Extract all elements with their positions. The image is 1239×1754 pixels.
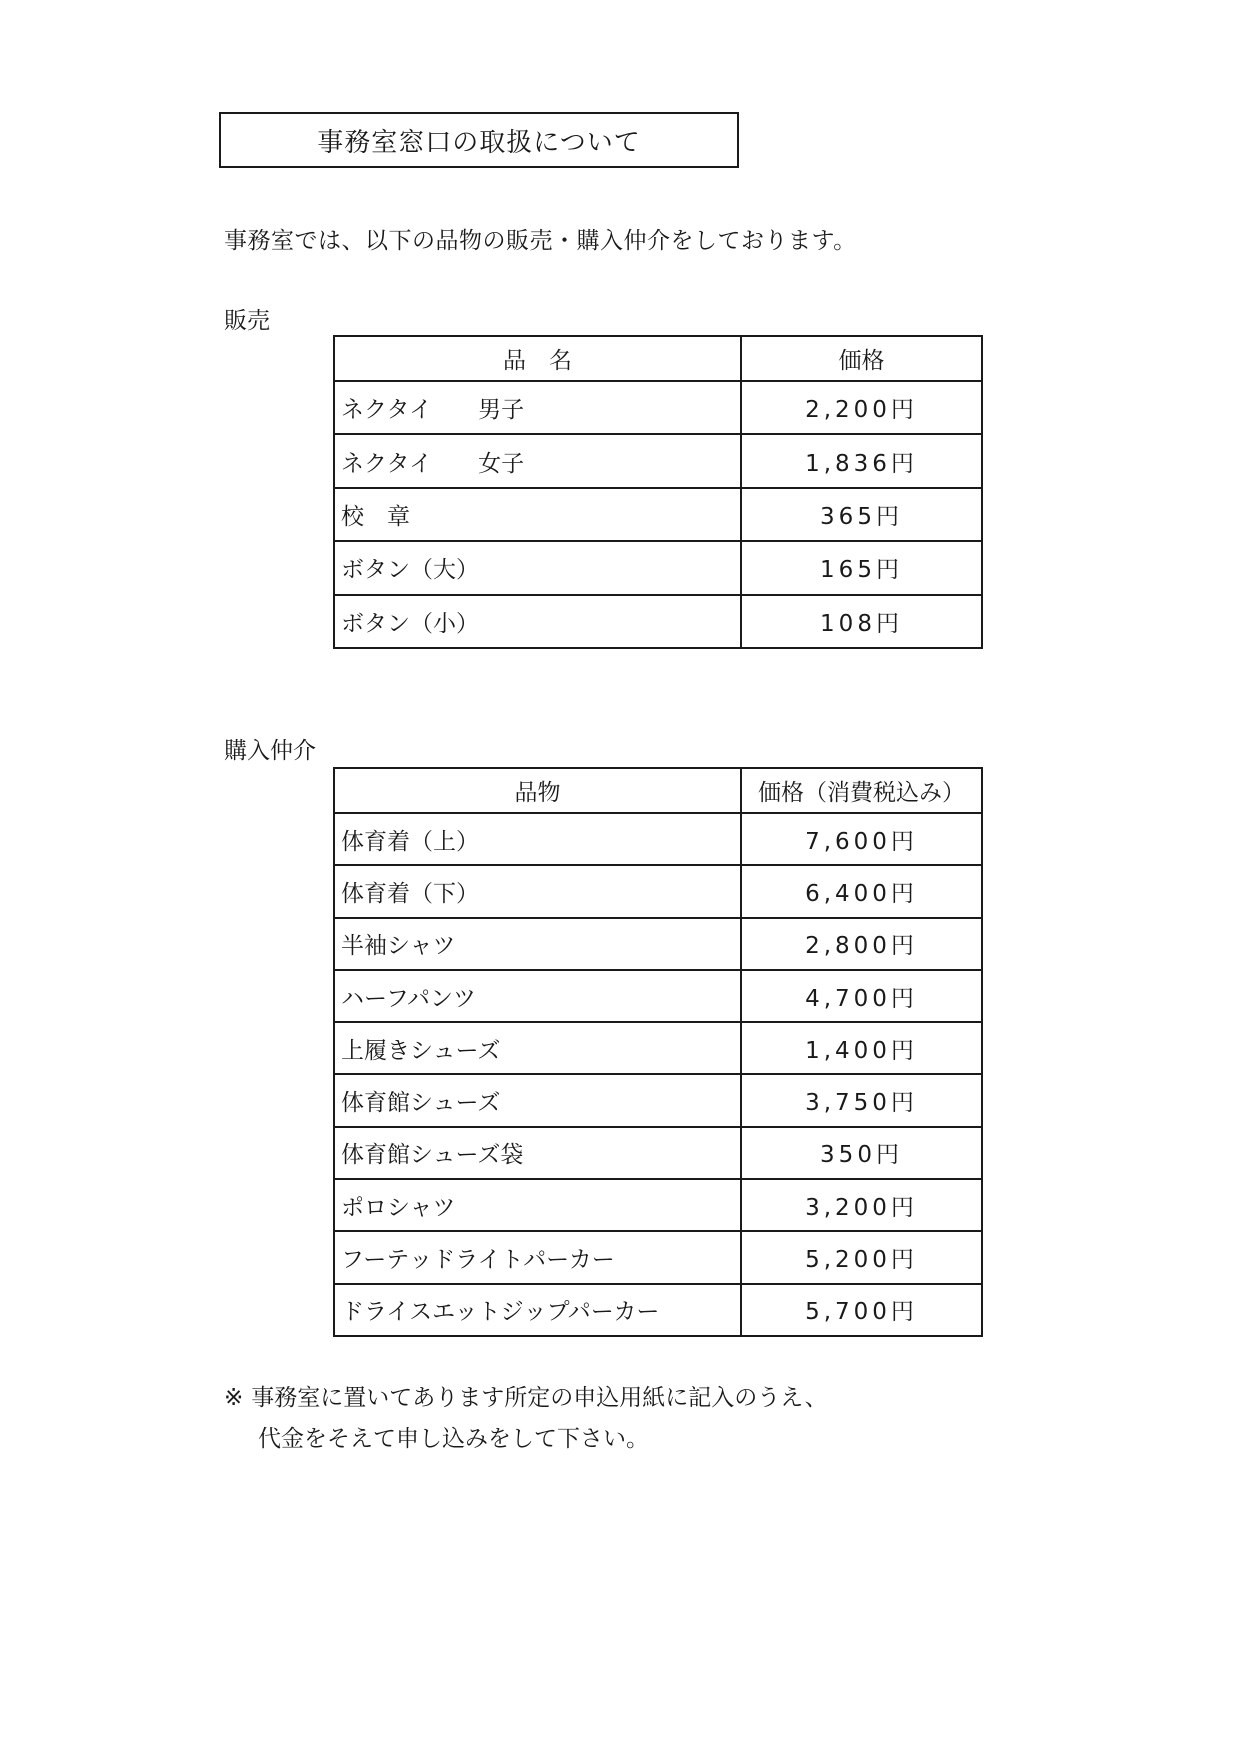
column-header-price: 価格: [741, 336, 982, 381]
item-name: ネクタイ 女子: [334, 434, 741, 487]
table-header-row: [334, 768, 982, 813]
item-name: 半袖シャツ: [334, 918, 741, 970]
item-name: 上履きシューズ: [334, 1022, 741, 1074]
item-name: ハーフパンツ: [334, 970, 741, 1022]
reference-mark: ※: [224, 1385, 244, 1411]
item-price: 2,800円: [741, 918, 982, 970]
table-row: [334, 865, 982, 917]
purchase-table: [333, 767, 983, 1337]
table-row: [334, 970, 982, 1022]
footnote-text-1: 事務室に置いてあります所定の申込用紙に記入のうえ、: [251, 1385, 828, 1411]
item-price: 350円: [741, 1127, 982, 1179]
table-row: [334, 813, 982, 865]
item-price: 2,200円: [741, 381, 982, 434]
item-price: 365円: [741, 488, 982, 541]
item-name: 体育館シューズ: [334, 1074, 741, 1126]
column-header-price: 価格（消費税込み）: [741, 768, 982, 813]
table-row: [334, 381, 982, 434]
item-name: 体育着（上）: [334, 813, 741, 865]
footnote: [224, 1378, 828, 1460]
table-row: [334, 1074, 982, 1126]
item-name: 体育着（下）: [334, 865, 741, 917]
item-price: 5,200円: [741, 1231, 982, 1283]
table-row: [334, 1022, 982, 1074]
item-name: 校 章: [334, 488, 741, 541]
table-header-row: [334, 336, 982, 381]
footnote-line-2: 代金をそえて申し込みをして下さい。: [258, 1426, 649, 1452]
item-name: フーテッドライトパーカー: [334, 1231, 741, 1283]
footnote-line-1: [224, 1378, 828, 1419]
item-price: 3,750円: [741, 1074, 982, 1126]
table-row: [334, 595, 982, 648]
item-name: ボタン（小）: [334, 595, 741, 648]
item-name: 体育館シューズ袋: [334, 1127, 741, 1179]
item-price: 3,200円: [741, 1179, 982, 1231]
table-row: [334, 1127, 982, 1179]
table-row: [334, 488, 982, 541]
table-row: [334, 1284, 982, 1336]
intro-text: 事務室では、以下の品物の販売・購入仲介をしております。: [224, 228, 857, 254]
item-price: 108円: [741, 595, 982, 648]
table-row: [334, 541, 982, 594]
item-price: 1,400円: [741, 1022, 982, 1074]
item-price: 1,836円: [741, 434, 982, 487]
table-row: [334, 1179, 982, 1231]
item-name: ボタン（大）: [334, 541, 741, 594]
item-price: 4,700円: [741, 970, 982, 1022]
sales-table: [333, 335, 983, 649]
sales-section-label: 販売: [224, 308, 270, 334]
item-name: ドライスエットジップパーカー: [334, 1284, 741, 1336]
table-row: [334, 918, 982, 970]
item-name: ポロシャツ: [334, 1179, 741, 1231]
table-row: [334, 1231, 982, 1283]
item-price: 165円: [741, 541, 982, 594]
item-name: ネクタイ 男子: [334, 381, 741, 434]
document-title: 事務室窓口の取扱について: [219, 112, 739, 168]
table-row: [334, 434, 982, 487]
item-price: 6,400円: [741, 865, 982, 917]
column-header-name: 品 名: [334, 336, 741, 381]
item-price: 7,600円: [741, 813, 982, 865]
purchase-section-label: 購入仲介: [224, 738, 316, 764]
item-price: 5,700円: [741, 1284, 982, 1336]
column-header-name: 品物: [334, 768, 741, 813]
